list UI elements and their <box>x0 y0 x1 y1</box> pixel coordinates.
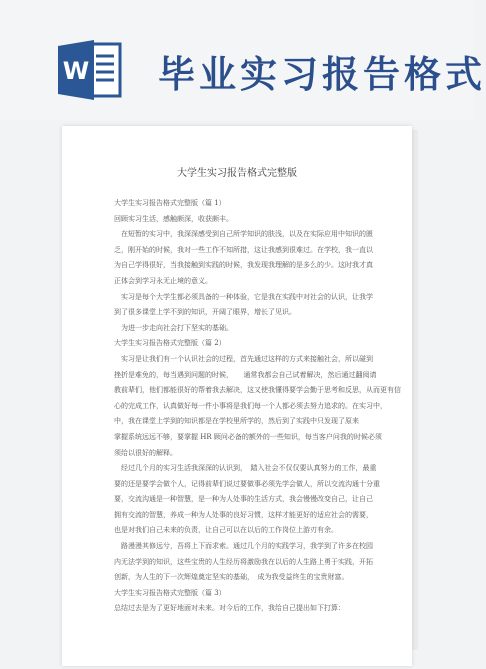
word-document-icon <box>58 40 124 100</box>
document-line: 经过几个月的实习生活我深深的认识到， 踏入社会不仅仅要认真努力的工作，最重 <box>114 464 377 473</box>
document-line: 在短暂的实习中，我深深感受到自己所学知识的肤浅，以及在实际应用中知识的匮 <box>114 230 373 239</box>
document-line: 到了很多课堂上学不到的知识，开阔了眼界，增长了见识。 <box>114 308 296 317</box>
document-line: 总结过去是为了更好地面对未来。对今后的工作，我给自己提出如下打算： <box>114 604 345 613</box>
word-logo-letter: W <box>62 57 90 85</box>
document-line: 也是对我们自己未来的负责，让自己可以在以后的工作岗位上游刃有余。 <box>114 526 338 535</box>
document-line: 实习是让我们有一个认识社会的过程，首先通过这样的方式来接触社会，所以碰到 <box>114 354 373 363</box>
banner-title: 毕业实习报告格式 <box>158 53 486 96</box>
document-line: 大学生实习报告格式完整版（篇 3） <box>114 588 226 597</box>
document-line: 中，我在课堂上学到的知识都是在学校里所学的，然后到了实践中只发现了原来 <box>114 417 359 426</box>
document-line: 要的还是要学会做个人，记得前辈们说过要做事必须先学会做人，所以交流沟通十分重 <box>114 479 380 488</box>
document-line: 拥有交流的智慧，养成一种为人处事的良好习惯，这样才能更好的适应社会的需要， <box>114 510 373 519</box>
document-line: 大学生实习报告格式完整版（篇 1） <box>114 199 226 207</box>
document-page <box>62 126 412 666</box>
document-line: 实习是每个大学生都必须具备的一种体验，它是我在实践中对社会的认识，让我学 <box>114 292 373 301</box>
header-banner <box>0 0 486 120</box>
document-line: 为自己学得很好，当我接触到实践的时候，我发现我理解的是多么的少。这时我才真 <box>114 261 373 270</box>
document-line: 内无法学到的知识，这些宝贵的人生经历将激励我在以后的人生路上勇于实践，开拓 <box>114 557 373 566</box>
document-line: 大学生实习报告格式完整版（篇 2） <box>114 339 226 348</box>
document-line: 须给以很好的解释。 <box>114 448 177 457</box>
document-body <box>114 196 401 617</box>
document-line: 教前辈们，他们都能很好的帮着我去解决，这又使我懂得要学会勤于思考和反思，从而更有信 <box>114 386 401 395</box>
document-line: 心的完成工作，认真做好每一件小事将是我们每一个人都必须去努力追求的。在实习中， <box>114 401 387 410</box>
document-line: 路漫漫其修远兮，吾将上下而求索。通过几个月的实践学习，我学到了许多在校园 <box>114 542 373 551</box>
document-line: 乏，刚开始的时候，我对一些工作不知所措，这让我感到很难过。在学校，我一直以 <box>114 245 373 254</box>
document-title: 大学生实习报告格式完整版 <box>177 168 297 179</box>
document-line: 为进一步走向社会打下坚实的基础。 <box>114 323 233 332</box>
document-line: 挫折是难免的，每当遇到问题的时候， 通常我都会自己试着解决，然后通过翻阅请 <box>114 370 377 379</box>
document-line: 要，交流沟通是一种智慧，是一种为人处事的生活方式，我会慢慢改变自己，让自己 <box>114 495 373 504</box>
document-line: 掌握系统远远不够，要掌握 HR 顾问必备的额外的一些知识，每当客户问我的时候必须 <box>114 432 382 441</box>
document-line: 创新，为人生的下一次辉煌奠定坚实的基础， 成为我受益终生的宝贵财富。 <box>114 573 349 582</box>
document-line: 回顾实习生活，感触颇深，收获颇丰。 <box>114 214 233 223</box>
document-line: 正体会到学习永无止境的意义。 <box>114 276 212 285</box>
